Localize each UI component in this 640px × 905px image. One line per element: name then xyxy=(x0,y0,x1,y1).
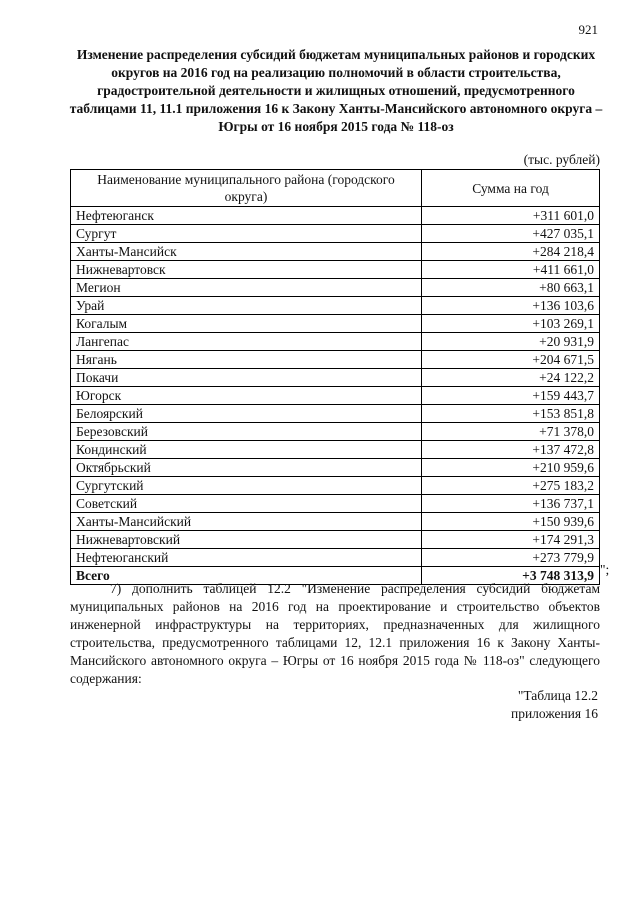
row-amount: +24 122,2 xyxy=(422,369,600,387)
row-name: Нефтеюганский xyxy=(71,549,422,567)
row-amount: +427 035,1 xyxy=(422,225,600,243)
header-sum: Сумма на год xyxy=(422,170,600,207)
row-amount: +311 601,0 xyxy=(422,207,600,225)
row-amount: +275 183,2 xyxy=(422,477,600,495)
row-amount: +273 779,9 xyxy=(422,549,600,567)
row-name: Нижневартовск xyxy=(71,261,422,279)
row-amount: +150 939,6 xyxy=(422,513,600,531)
table-body xyxy=(71,207,600,585)
row-name: Нягань xyxy=(71,351,422,369)
subsidy-table xyxy=(70,169,600,585)
table-row xyxy=(71,387,600,405)
row-amount: +159 443,7 xyxy=(422,387,600,405)
table-row xyxy=(71,351,600,369)
table-row xyxy=(71,243,600,261)
row-name: Ханты-Мансийский xyxy=(71,513,422,531)
row-amount: +210 959,6 xyxy=(422,459,600,477)
row-name: Лангепас xyxy=(71,333,422,351)
row-name: Нефтеюганск xyxy=(71,207,422,225)
table-row xyxy=(71,459,600,477)
row-amount: +80 663,1 xyxy=(422,279,600,297)
row-name: Урай xyxy=(71,297,422,315)
total-amount: +3 748 313,9 xyxy=(422,567,600,585)
table-row xyxy=(71,531,600,549)
units-label: (тыс. рублей) xyxy=(523,152,600,167)
row-name: Ханты-Мансийск xyxy=(71,243,422,261)
row-amount: +136 737,1 xyxy=(422,495,600,513)
row-name: Когалым xyxy=(71,315,422,333)
row-amount: +284 218,4 xyxy=(422,243,600,261)
row-name: Сургут xyxy=(71,225,422,243)
table-row xyxy=(71,279,600,297)
table-row xyxy=(71,549,600,567)
total-label: Всего xyxy=(71,567,422,585)
page-number: 921 xyxy=(578,22,598,37)
row-name: Березовский xyxy=(71,423,422,441)
table-row xyxy=(71,207,600,225)
row-name: Советский xyxy=(71,495,422,513)
row-name: Нижневартовский xyxy=(71,531,422,549)
table-row xyxy=(71,495,600,513)
row-amount: +153 851,8 xyxy=(422,405,600,423)
table-row xyxy=(71,333,600,351)
table-row xyxy=(71,297,600,315)
row-amount: +71 378,0 xyxy=(422,423,600,441)
row-amount: +103 269,1 xyxy=(422,315,600,333)
table-row xyxy=(71,513,600,531)
row-amount: +137 472,8 xyxy=(422,441,600,459)
table-label-line2: приложения 16 xyxy=(510,706,598,721)
row-name: Октябрьский xyxy=(71,459,422,477)
table-row xyxy=(71,405,600,423)
document-title: Изменение распределения субсидий бюджетам муниципальных районов и городских округов на 2016 год на реализацию полномочий в области строительства, градостроительной деятельности и жилищных отношений, предусмотренного таблицами 11, 11.1 приложения 16 к Закону Ханты-Мансийского автономного округа – Югры от 16 ноября 2015 года № 118-оз xyxy=(69,47,603,134)
table-row xyxy=(71,225,600,243)
row-name: Покачи xyxy=(71,369,422,387)
row-amount: +204 671,5 xyxy=(422,351,600,369)
table-row xyxy=(71,369,600,387)
table-label-line1: "Таблица 12.2 xyxy=(517,688,598,703)
row-name: Белоярский xyxy=(71,405,422,423)
row-amount: +136 103,6 xyxy=(422,297,600,315)
row-name: Сургутский xyxy=(71,477,422,495)
row-name: Кондинский xyxy=(71,441,422,459)
table-row xyxy=(71,261,600,279)
header-name: Наименование муниципального района (городского округа) xyxy=(71,170,422,207)
table-row xyxy=(71,423,600,441)
table-row xyxy=(71,441,600,459)
row-amount: +20 931,9 xyxy=(422,333,600,351)
amendment-paragraph: 7) дополнить таблицей 12.2 "Изменение распределения субсидий бюджетам муниципальных районов на 2016 год на проектирование и строительство объектов инженерной инфраструктуры на территориях, предназначенных для жилищного строительства, предусмотренного таблицами 12, 12.1 приложения 16 к Закону Ханты-Мансийского автономного округа – Югры от 16 ноября 2015 года № 118-оз" следующего содержания: xyxy=(70,581,600,686)
table-header-row xyxy=(71,170,600,207)
table-row xyxy=(71,477,600,495)
table-row xyxy=(71,315,600,333)
row-amount: +411 661,0 xyxy=(422,261,600,279)
row-name: Мегион xyxy=(71,279,422,297)
closing-quote: "; xyxy=(600,562,610,577)
row-name: Югорск xyxy=(71,387,422,405)
row-amount: +174 291,3 xyxy=(422,531,600,549)
